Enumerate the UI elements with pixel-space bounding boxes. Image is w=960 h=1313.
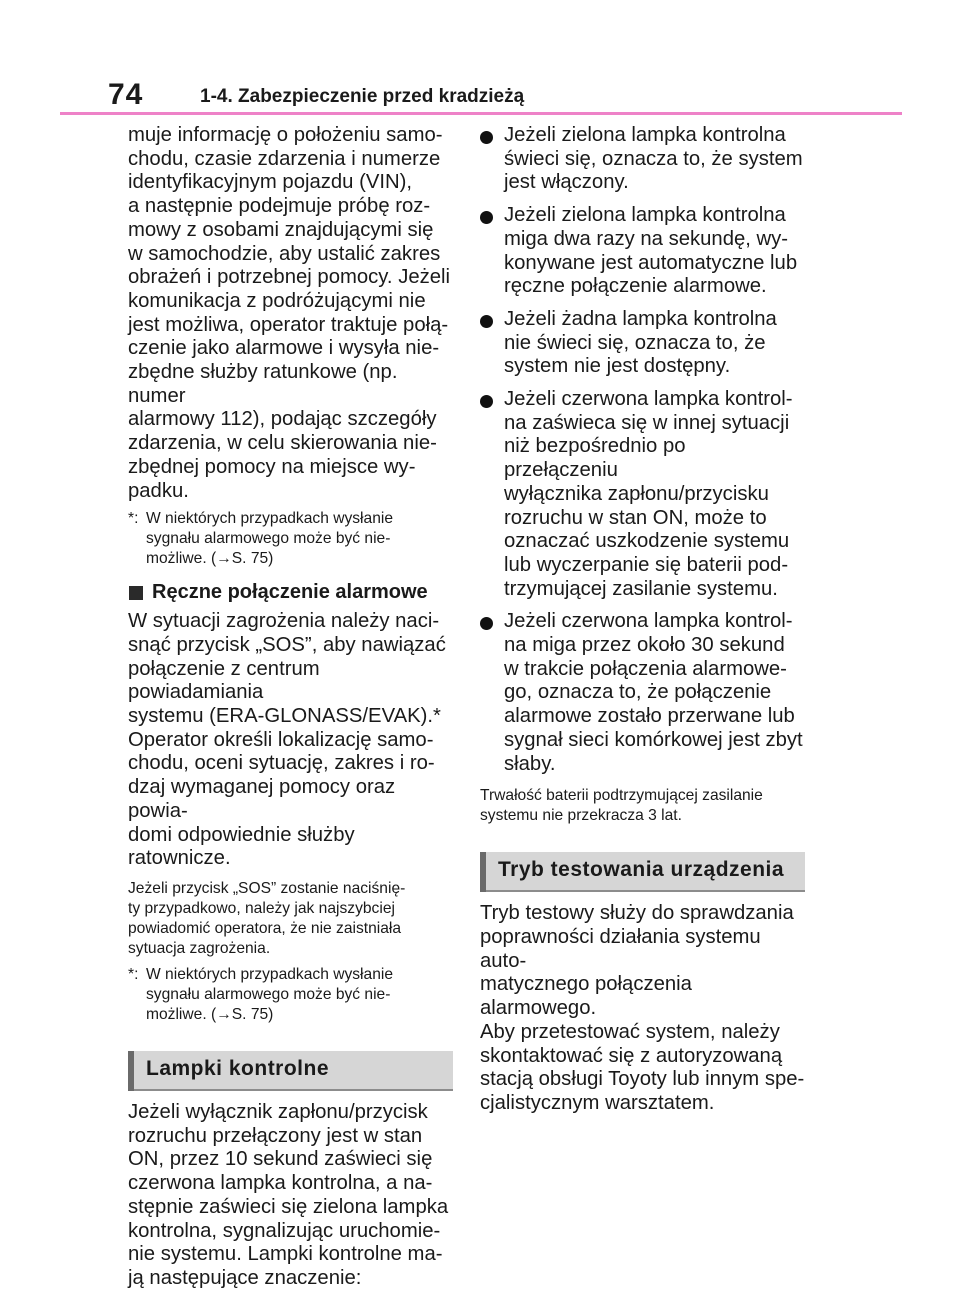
footnote-1 bbox=[128, 509, 453, 569]
list-item-text: Jeżeli czerwona lampka kontrol- na miga przez około 30 sekund w trakcie połączenia alarmowe- go, oznacza to, że połączenie alarmowe zostało przerwane lub sygnał sieci komórkowej jest zbyt słaby. bbox=[504, 610, 803, 775]
banner-title: Lampki kontrolne bbox=[146, 1056, 330, 1080]
list-item bbox=[480, 124, 805, 195]
test-mode-paragraph: Tryb testowy służy do sprawdzania poprawności działania systemu auto- matycznego połączenia alarmowego. Aby przetestować system, należy skontaktować się z autoryzowaną stacją obsługi Toyoty lub innym spe- cjalistycznym warsztatem. bbox=[480, 902, 805, 1114]
footnote-mark: *: bbox=[128, 965, 139, 983]
list-item bbox=[480, 388, 805, 601]
footnote-text: W niektórych przypadkach wysłanie sygnału alarmowego może być nie- możliwe. (→S. 75) bbox=[146, 965, 394, 1023]
footnote-2 bbox=[128, 965, 453, 1025]
left-column bbox=[128, 124, 453, 1291]
bullet-dot-icon bbox=[480, 395, 493, 408]
page-number: 74 bbox=[108, 78, 144, 111]
right-column bbox=[480, 124, 805, 1116]
section-banner-test-mode bbox=[480, 852, 805, 892]
list-item bbox=[480, 610, 805, 776]
list-item-text: Jeżeli czerwona lampka kontrol- na zaświeca się w innej sytuacji niż bezpośrednio po przełączeniu wyłącznika zapłonu/przycisku rozruchu w stan ON, może to oznaczać uszkodzenie systemu lub wyczerpanie się baterii pod- trzymującej zasilanie systemu. bbox=[504, 388, 793, 600]
banner-title: Tryb testowania urządzenia bbox=[498, 858, 785, 882]
bullet-dot-icon bbox=[480, 131, 493, 144]
subheading-manual-call bbox=[128, 581, 453, 604]
list-item-text: Jeżeli zielona lampka kontrolna świeci się, oznacza to, że system jest włączony. bbox=[504, 124, 803, 194]
section-title: 1-4. Zabezpieczenie przed kradzieżą bbox=[200, 86, 525, 107]
indicators-paragraph: Jeżeli wyłącznik zapłonu/przycisk rozruchu przełączony jest w stan ON, przez 10 sekund zaświeci się czerwona lampka kontrolna, a na- stępnie zaświeci się zielona lampka kontrolna, sygnalizując uruchomie- nie systemu. Lampki kontrolne ma- ją następujące znaczenie: bbox=[128, 1100, 449, 1289]
sos-note: Jeżeli przycisk „SOS” zostanie naciśnię- ty przypadkowo, należy jak najszybciej powiadomić operatora, że nie zaistniała sytuacja zagrożenia. bbox=[128, 879, 406, 957]
footnote-text: W niektórych przypadkach wysłanie sygnału alarmowego może być nie- możliwe. (→S. 75) bbox=[146, 510, 394, 568]
footnote-mark: *: bbox=[128, 510, 139, 528]
list-item-text: Jeżeli żadna lampka kontrolna nie świeci się, oznacza to, że system nie jest dostępny. bbox=[504, 307, 777, 378]
intro-paragraph: muje informację o położeniu samo- chodu, czasie zdarzenia i numerze identyfikacyjnym pojazdu (VIN), a następnie podejmuje próbę roz- mowy z osobami znajdującymi się w samochodzie, aby ustalić zakres obrażeń i potrzebnej pomocy. Jeżeli komunikacja z podróżującymi nie jest możliwa, operator traktuje połą- czenie jako alarmowe i wysyła nie- zbędne służby ratunkowe (np. numer alarmowy 112), podając szczegóły zdarzenia, w celu skierowania nie- zbędnej pomocy na miejsce wy- padku. bbox=[128, 124, 451, 502]
banner-accent-bar bbox=[128, 1051, 134, 1091]
list-item bbox=[480, 204, 805, 299]
subheading-text: Ręczne połączenie alarmowe bbox=[152, 581, 428, 604]
banner-accent-bar bbox=[480, 852, 486, 892]
battery-note: Trwałość baterii podtrzymującej zasilanie systemu nie przekracza 3 lat. bbox=[480, 787, 763, 825]
page-header bbox=[0, 0, 960, 118]
manual-call-paragraph: W sytuacji zagrożenia należy naci- snąć przycisk „SOS”, aby nawiązać połączenie z centrum powiadamiania systemu (ERA-GLONASS/EVAK).* Operator określi lokalizację samo- chodu, oceni sytuację, zakres i ro- dzaj wymaganej pomocy oraz powia- domi odpowiednie służby ratownicze. bbox=[128, 610, 446, 870]
list-item-text: Jeżeli zielona lampka kontrolna miga dwa razy na sekundę, wy- konywane jest automatyczne lub ręczne połączenie alarmowe. bbox=[504, 204, 798, 298]
section-banner-indicators bbox=[128, 1051, 453, 1091]
square-bullet-icon bbox=[129, 586, 143, 600]
list-item bbox=[480, 308, 805, 379]
bullet-dot-icon bbox=[480, 211, 493, 224]
header-rule bbox=[60, 112, 902, 115]
bullet-dot-icon bbox=[480, 315, 493, 328]
bullet-dot-icon bbox=[480, 617, 493, 630]
